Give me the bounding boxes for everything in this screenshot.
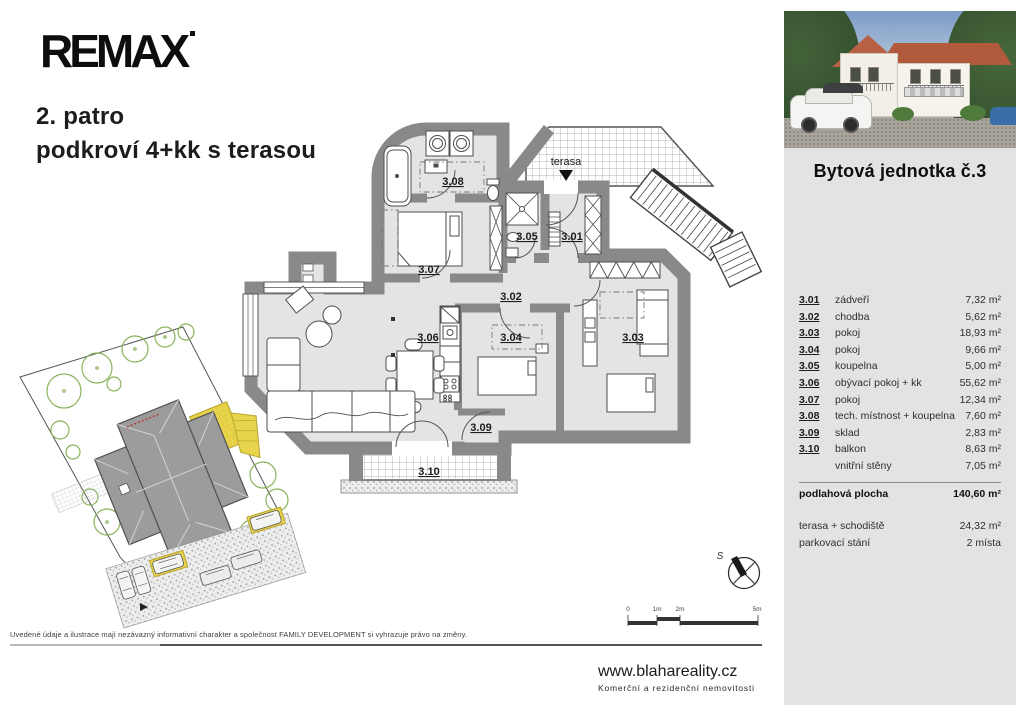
table-row	[799, 410, 1001, 427]
room-label-3-03: 3.03	[622, 332, 644, 344]
room-label-3-02: 3.02	[500, 291, 522, 303]
scale-label-1m: 1m	[652, 606, 662, 613]
extra-name: parkovací stání	[799, 536, 871, 549]
photo-car-wheel	[801, 117, 817, 133]
total-area: 140,60 m²	[953, 487, 1001, 500]
room-label-3-01: 3.01	[561, 231, 583, 243]
room-label-3-10: 3.10	[418, 466, 440, 478]
room-number: 3.02	[799, 310, 820, 323]
room-number: 3.04	[799, 343, 820, 356]
window-left	[243, 294, 258, 376]
table-row	[799, 294, 1001, 311]
room-area: 18,93 m²	[959, 327, 1001, 340]
room-number: 3.03	[799, 327, 820, 340]
remax-wordmark: REMAX	[40, 25, 187, 77]
title-line-2: podkroví 4+kk s terasou	[36, 137, 317, 165]
room-table	[799, 294, 1001, 553]
unit-panel	[784, 11, 1016, 705]
table-row	[799, 377, 1001, 394]
room-name: obývací pokoj + kk	[835, 376, 922, 389]
room-name: pokoj	[835, 327, 861, 340]
room-number: 3.09	[799, 426, 820, 439]
scale-label-5m: 5m	[752, 606, 762, 613]
table-row	[799, 443, 1001, 460]
inner-walls-row	[799, 460, 1001, 477]
room-number: 3.10	[799, 443, 820, 456]
room-number: 3.05	[799, 360, 820, 373]
table-row	[799, 344, 1001, 361]
room-number: 3.01	[799, 294, 820, 306]
terrace-label: terasa	[550, 156, 582, 168]
room-name: vnitřní stěny	[835, 459, 892, 472]
website-url: www.blahareality.cz	[598, 663, 738, 680]
photo-bush	[892, 107, 914, 121]
photo-window	[930, 69, 941, 84]
compass-north-label: S	[716, 551, 724, 562]
photo-window	[868, 67, 879, 82]
photo-window	[850, 67, 861, 82]
scale-label-0: 0	[626, 606, 630, 613]
table-row	[799, 360, 1001, 377]
room-name: koupelna	[835, 360, 878, 373]
photo-car-white	[790, 95, 872, 129]
balcony-door-opening	[392, 441, 452, 456]
table-row	[799, 311, 1001, 328]
room-name: zádveří	[835, 294, 870, 306]
extras-block	[799, 520, 1001, 553]
extra-area: 24,32 m²	[959, 520, 1001, 533]
room-label-3-09: 3.09	[470, 422, 492, 434]
room-number: 3.07	[799, 393, 820, 406]
room-area: 5,62 m²	[965, 310, 1001, 323]
scale-label-2m: 2m	[675, 606, 685, 613]
room-name: balkon	[835, 443, 866, 456]
room-area: 8,63 m²	[965, 443, 1001, 456]
room-name: chodba	[835, 310, 870, 323]
scale-bar	[626, 606, 761, 626]
total-row	[799, 482, 1001, 505]
room-label-3-07: 3.07	[418, 264, 440, 276]
photo-car-glass	[823, 83, 863, 93]
room-area: 7,32 m²	[965, 294, 1001, 306]
room-area: 5,00 m²	[965, 360, 1001, 373]
room-name: pokoj	[835, 393, 861, 406]
room-name: pokoj	[835, 343, 861, 356]
room-label-3-08: 3.08	[442, 176, 464, 188]
photo-car-blue	[990, 107, 1016, 125]
extra-row	[799, 537, 1001, 554]
photo-car-wheel	[843, 117, 859, 133]
photo-window	[910, 69, 921, 84]
room-area: 55,62 m²	[959, 376, 1001, 389]
table-row	[799, 394, 1001, 411]
photo-bush	[960, 105, 986, 121]
room-number: 3.08	[799, 410, 820, 423]
room-name: tech. místnost + koupelna	[835, 410, 955, 423]
title-line-1: 2. patro	[36, 103, 125, 130]
extra-area: 2 místa	[966, 536, 1001, 549]
website-tagline: Komerční a rezidenční nemovitosti	[598, 683, 755, 693]
room-label-3-06: 3.06	[417, 332, 439, 344]
photo-car-cab	[805, 88, 853, 104]
room-label-3-04: 3.04	[500, 332, 522, 344]
agency-footer	[598, 663, 755, 693]
room-area: 2,83 m²	[965, 426, 1001, 439]
room-area: 12,34 m²	[959, 393, 1001, 406]
room-name: sklad	[835, 426, 860, 439]
room-area: 7,60 m²	[965, 410, 1001, 423]
photo-window	[950, 69, 961, 84]
window-top	[264, 282, 364, 293]
table-row	[799, 327, 1001, 344]
photo-awning	[904, 87, 964, 97]
room-area: 7,05 m²	[965, 459, 1001, 472]
room-label-3-05: 3.05	[516, 231, 538, 243]
total-label: podlahová plocha	[799, 487, 889, 500]
compass	[717, 551, 760, 589]
terrace-door-opening	[544, 180, 578, 194]
room-area: 9,66 m²	[965, 343, 1001, 356]
extra-row	[799, 520, 1001, 537]
extra-name: terasa + schodiště	[799, 520, 885, 533]
table-row	[799, 427, 1001, 444]
disclaimer-text: Uvedené údaje a ilustrace mají nezávazný informativní charakter a společnost FAMILY DEVELOPMENT si vyhrazuje právo na změny.	[10, 630, 468, 639]
unit-title: Bytová jednotka č.3	[813, 161, 987, 181]
room-number: 3.06	[799, 376, 820, 389]
disclaimer-rule	[10, 644, 762, 646]
unit-photo	[784, 11, 1016, 148]
